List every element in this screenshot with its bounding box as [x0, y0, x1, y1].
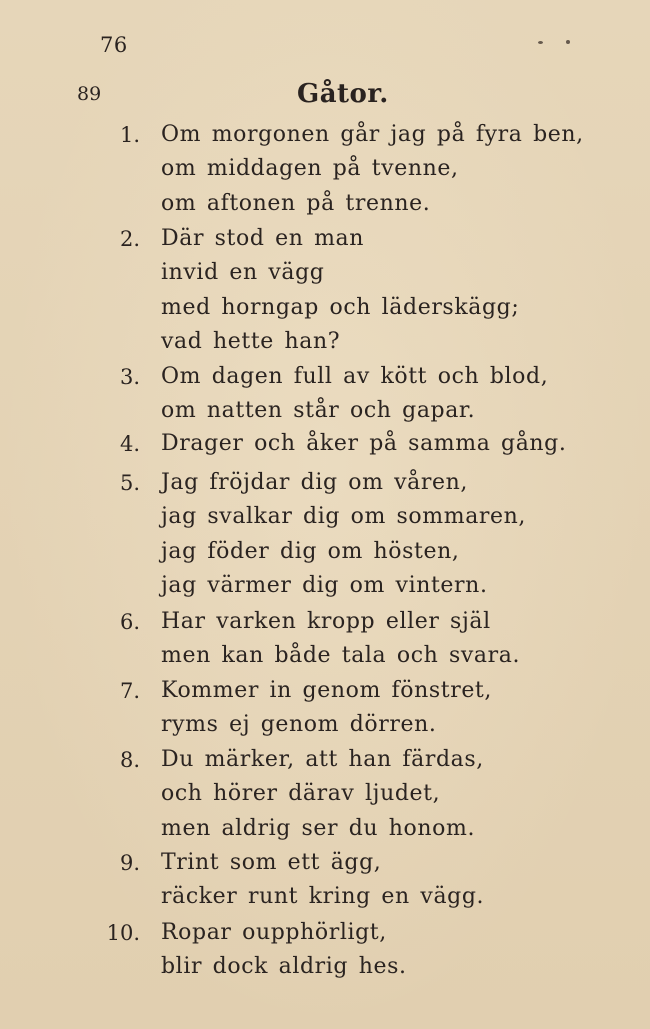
riddle-line: räcker runt kring en vägg. [161, 884, 485, 910]
riddle-number: 10. [106, 921, 140, 945]
page-title: Gåtor. [297, 79, 389, 109]
page-number: 76 [100, 33, 128, 57]
riddle-number: 5. [119, 471, 140, 495]
riddle-line: Jag fröjdar dig om våren, [161, 470, 468, 495]
riddle-line: jag värmer dig om vintern. [161, 572, 488, 598]
riddle-text [161, 360, 548, 429]
riddle-text [161, 846, 484, 915]
riddle-text [161, 118, 584, 221]
riddle-line: Kommer in genom fönstret, [161, 678, 492, 703]
riddle-line: jag svalkar dig om sommaren, [161, 504, 527, 530]
riddle-text [161, 674, 492, 743]
riddle-line: Trint som ett ägg, [161, 850, 382, 875]
riddle-line: Har varken kropp eller själ [161, 609, 491, 634]
riddle-line: om aftonen på trenne. [161, 190, 431, 216]
riddle-number: 6. [119, 610, 140, 634]
riddle-text [161, 466, 526, 603]
riddle-number: 8. [119, 748, 140, 772]
riddle-line: Ropar oupphörligt, [161, 920, 387, 945]
riddle-line: Om dagen full av kött och blod, [161, 364, 549, 389]
riddle-text [161, 605, 520, 674]
riddle-line: Du märker, att han färdas, [161, 747, 484, 772]
riddle-line: Drager och åker på samma gång. [161, 431, 567, 456]
riddle-line: och hörer därav ljudet, [161, 781, 441, 807]
riddle-line: Där stod en man [161, 226, 365, 251]
riddle-number: 9. [119, 851, 140, 875]
reference-number: 89 [77, 83, 102, 105]
riddle-number: 1. [119, 123, 140, 147]
riddle-text [161, 916, 407, 985]
riddle-line: jag föder dig om hösten, [161, 538, 460, 564]
riddle-number: 4. [119, 432, 140, 456]
riddle-text [161, 222, 519, 359]
riddle-text [161, 743, 484, 846]
ink-speck [538, 41, 543, 44]
ink-speck [566, 40, 570, 44]
riddle-line: men kan både tala och svara. [161, 643, 521, 669]
riddle-number: 2. [119, 227, 140, 251]
riddle-line: invid en vägg [161, 260, 325, 286]
riddle-text [161, 427, 566, 461]
riddle-line: men aldrig ser du honom. [161, 815, 476, 841]
riddle-line: om middagen på tvenne, [161, 156, 459, 182]
riddle-line: blir dock aldrig hes. [161, 954, 407, 980]
riddle-line: om natten står och gapar. [161, 398, 476, 424]
riddle-line: Om morgonen går jag på fyra ben, [161, 122, 584, 147]
riddle-number: 3. [119, 365, 140, 389]
riddle-line: med horngap och läderskägg; [161, 294, 520, 320]
riddle-line: ryms ej genom dörren. [161, 712, 437, 738]
riddle-number: 7. [119, 679, 140, 703]
riddle-line: vad hette han? [161, 328, 341, 354]
